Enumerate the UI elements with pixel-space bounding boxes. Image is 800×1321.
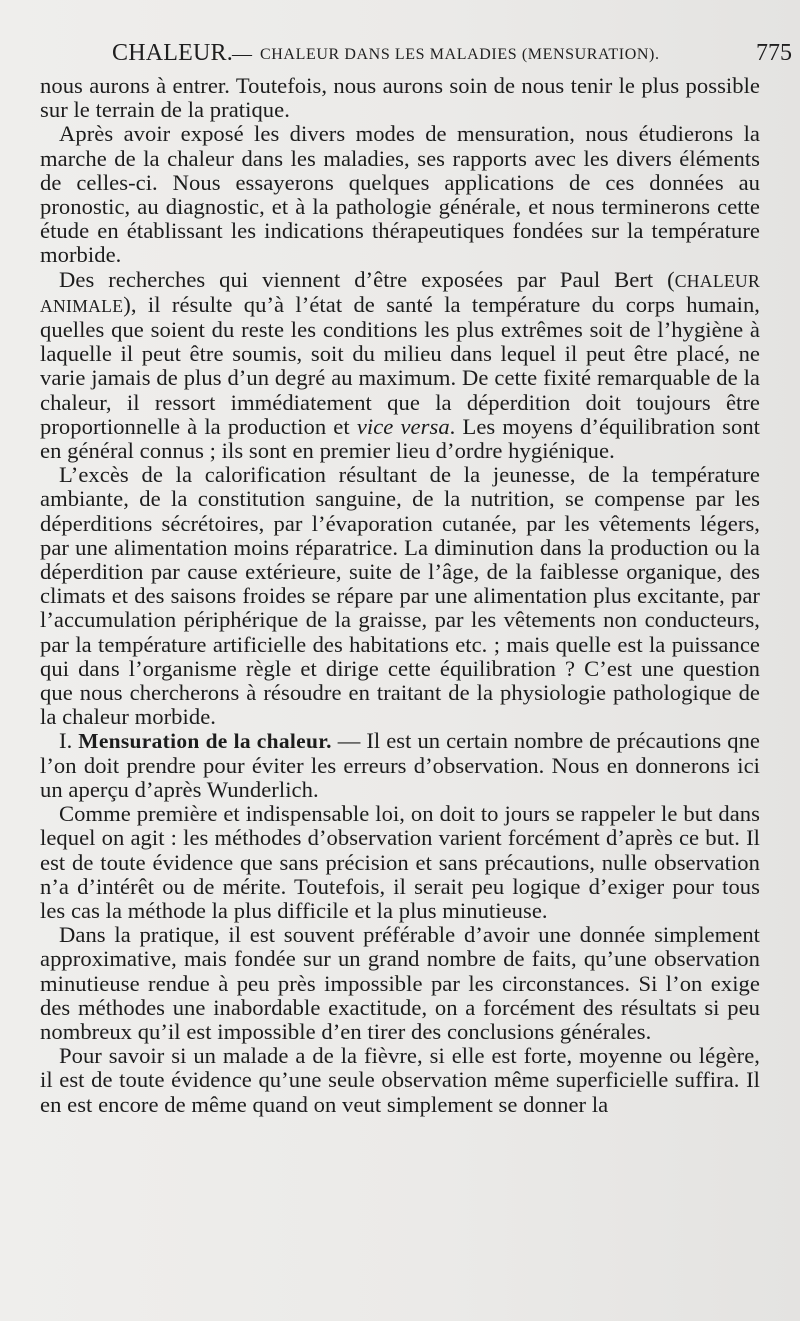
paragraph: Dans la pratique, il est souvent préférable d’avoir une donnée simplement approximative, mais fondée sur un grand nombre de faits, qu’une observation minutieuse rendue à peu près impossible par les circonstances. Si l’on exige des méthodes une inabordable exactitude, on a forcément des résultats si peu nombreux qu’il est impossible d’en tirer des conclusions générales. bbox=[40, 922, 760, 1044]
paragraph: L’excès de la calorification résultant de la jeunesse, de la température ambiante, de la constitution sanguine, de la nutrition, se compense par les déperditions sécrétoires, par l’évaporation cutanée, par les vêtements légers, par une alimentation moins réparatrice. La diminution dans la production ou la déperdition par cause extérieure, suite de l’âge, de la faiblesse organique, des climats et des saisons froides se répare par une alimentation plus excitante, par l’accumulation périphérique de la graisse, par les vêtements non conducteurs, par la température artificielle des habitations etc. ; mais quelle est la puissance qui dans l’organisme règle et dirige cette équilibration ? C’est une question que nous chercherons à résoudre en traitant de la physiologie pathologique de la chaleur morbide. bbox=[40, 462, 760, 730]
header-title: CHALEUR. bbox=[112, 40, 233, 66]
section-title: Mensuration de la chaleur. bbox=[78, 729, 332, 754]
paragraph: Des recherches qui viennent d’être exposées par Paul Bert (CHALEUR ANIMALE), il résulte qu’à l’état de santé la température du corps humain, quelles que soient du reste les conditions les plus extrêmes soit de l’hygiène à laquelle il peut être soumis, soit du milieu dans lequel il peut être placé, ne varie jamais de plus d’un degré au maximum. De cette fixité remarquable de la chaleur, il ressort immédiatement que la déperdition doit toujours être proportionnelle à la production et vice versa. Les moyens d’équilibration sont en général connus ; ils sont en premier lieu d’ordre hygiénique. bbox=[40, 266, 761, 464]
paragraph-continuation: nous aurons à entrer. Toutefois, nous aurons soin de nous tenir le plus possible sur le terrain de la pratique. bbox=[40, 73, 760, 123]
italic-phrase: vice versa bbox=[356, 413, 450, 439]
paragraph: Après avoir exposé les divers modes de mensuration, nous étudierons la marche de la chaleur dans les maladies, ses rapports avec les divers éléments de celles-ci. Nous essayerons quelques applications de ces données au pronostic, au diagnostic, et à la pathologie générale, et nous terminerons cette étude en établissant les indications thérapeutiques fondées sur la température morbide. bbox=[40, 121, 760, 268]
paragraph: Pour savoir si un malade a de la fièvre, si elle est forte, moyenne ou légère, il est de toute évidence qu’une seule observation même superficielle suffira. Il en est encore de même quand on veut simplement se donner la bbox=[40, 1043, 760, 1117]
header-subtitle: CHALEUR DANS LES MALADIES (MENSURATION). bbox=[260, 46, 660, 63]
section-number: I. bbox=[59, 728, 73, 754]
body-text bbox=[40, 74, 760, 1117]
running-header bbox=[112, 40, 792, 74]
page-number: 775 bbox=[756, 40, 792, 66]
section-paragraph: I. Mensuration de la chaleur. — Il est un certain nombre de précautions qne l’on doit prendre pour éviter les erreurs d’observation. Nous en donnerons ici un aperçu d’après Wunderlich. bbox=[40, 728, 760, 802]
source-citation: CHALEUR ANIMALE bbox=[40, 270, 760, 316]
header-separator: — bbox=[232, 43, 252, 65]
paragraph: Comme première et indispensable loi, on doit to jours se rappeler le but dans lequel on agit : les méthodes d’observation varient forcément d’après ce but. Il est de toute évidence que sans précision et sans précautions, nulle observation n’a d’intérêt ou de mérite. Toutefois, il serait peu logique d’exiger pour tous les cas la méthode la plus difficile et la plus minutieuse. bbox=[40, 801, 760, 923]
